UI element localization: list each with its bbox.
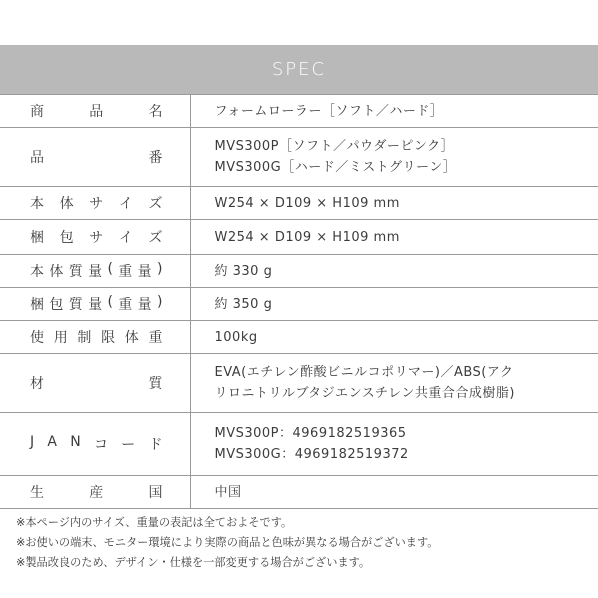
- row-label-text: [30, 373, 163, 393]
- label-char: ): [156, 294, 163, 310]
- table-row: [0, 187, 598, 220]
- row-label-text: [30, 147, 163, 167]
- row-label-text: [30, 227, 163, 247]
- spec-header: [0, 45, 598, 94]
- label-char: 重: [148, 330, 163, 346]
- row-label: [0, 476, 190, 509]
- value-line: W254 × D109 × H109 mm: [214, 229, 400, 245]
- label-char: 量: [137, 297, 152, 313]
- row-value: [190, 95, 598, 128]
- label-char: 包: [59, 230, 74, 246]
- footnote: ※お使いの端末、モニター環境により実際の商品と色味が異なる場合がございます。: [16, 536, 439, 549]
- row-label: [0, 255, 190, 288]
- label-char: 体: [49, 264, 64, 280]
- table-row: [0, 95, 598, 128]
- row-label-text: [30, 482, 163, 502]
- label-char: サ: [89, 196, 104, 212]
- row-label-text: [30, 327, 163, 347]
- label-char: 使: [30, 330, 44, 346]
- row-label: [0, 220, 190, 255]
- spec-title: SPEC: [271, 59, 327, 80]
- row-label-text: [30, 434, 163, 454]
- table-row: [0, 255, 598, 288]
- row-label: [0, 95, 190, 128]
- label-char: A: [47, 434, 57, 450]
- value-line: MVS300G：4969182519372: [214, 447, 409, 462]
- table-row: [0, 321, 598, 354]
- label-char: 量: [88, 264, 103, 280]
- label-char: 質: [148, 376, 163, 392]
- label-char: 梱: [30, 297, 44, 313]
- row-label: [0, 413, 190, 476]
- row-value: [190, 220, 598, 255]
- label-char: 番: [148, 150, 163, 166]
- label-char: 質: [68, 264, 83, 280]
- label-char: J: [30, 434, 35, 450]
- row-label-text: [30, 294, 163, 314]
- label-char: (: [107, 294, 113, 310]
- label-char: 商: [30, 104, 44, 120]
- value-line: W254 × D109 × H109 mm: [214, 195, 400, 211]
- value-line: MVS300P［ソフト／パウダーピンク］: [214, 139, 455, 154]
- table-row: [0, 413, 598, 476]
- row-value: [190, 476, 598, 509]
- label-char: 梱: [30, 230, 44, 246]
- label-char: ー: [121, 437, 136, 453]
- row-label-text: [30, 261, 163, 281]
- row-value: [190, 128, 598, 187]
- row-value: [190, 354, 598, 413]
- label-char: 産: [89, 485, 104, 501]
- label-char: 国: [148, 485, 163, 501]
- row-label-text: [30, 101, 163, 121]
- label-char: サ: [89, 230, 104, 246]
- value-line: MVS300P：4969182519365: [214, 426, 407, 441]
- row-value: [190, 288, 598, 321]
- table-row: [0, 476, 598, 509]
- value-line: 100kg: [214, 329, 258, 345]
- label-char: 本: [30, 264, 44, 280]
- label-char: 質: [68, 297, 83, 313]
- label-char: 品: [30, 150, 44, 166]
- table-row: [0, 288, 598, 321]
- value-line: 約 330 g: [214, 263, 273, 279]
- footnote: ※本ページ内のサイズ、重量の表記は全ておよそです。: [16, 516, 293, 529]
- row-value: [190, 187, 598, 220]
- row-label: [0, 288, 190, 321]
- label-char: コ: [93, 437, 108, 453]
- row-label: [0, 128, 190, 187]
- label-char: イ: [118, 230, 133, 246]
- label-char: (: [107, 261, 113, 277]
- value-line: EVA(エチレン酢酸ビニルコポリマー)／ABS(アク: [214, 365, 514, 380]
- table-row: [0, 220, 598, 255]
- label-char: 制: [77, 330, 92, 346]
- label-char: 材: [30, 376, 44, 392]
- label-char: 用: [53, 330, 68, 346]
- label-char: N: [70, 434, 81, 450]
- table-row: [0, 354, 598, 413]
- label-char: 重: [118, 297, 133, 313]
- label-char: ズ: [148, 196, 163, 212]
- table-row: [0, 128, 598, 187]
- row-value: [190, 321, 598, 354]
- spec-table: [0, 94, 598, 509]
- row-label: [0, 354, 190, 413]
- value-line: フォームローラー［ソフト／ハード］: [214, 103, 444, 119]
- row-label: [0, 321, 190, 354]
- label-char: 量: [88, 297, 103, 313]
- label-char: 体: [124, 330, 139, 346]
- row-label-text: [30, 193, 163, 213]
- label-char: 本: [30, 196, 44, 212]
- label-char: 生: [30, 485, 44, 501]
- footnotes: [16, 513, 586, 573]
- label-char: ズ: [148, 230, 163, 246]
- label-char: 重: [118, 264, 133, 280]
- label-char: 体: [59, 196, 74, 212]
- label-char: 名: [148, 104, 163, 120]
- row-value: [190, 413, 598, 476]
- footnote: ※製品改良のため、デザイン・仕様を一部変更する場合がございます。: [16, 556, 371, 569]
- label-char: 量: [137, 264, 152, 280]
- label-char: 包: [49, 297, 64, 313]
- row-label: [0, 187, 190, 220]
- label-char: 品: [89, 104, 104, 120]
- label-char: イ: [118, 196, 133, 212]
- label-char: ド: [148, 437, 163, 453]
- value-line: MVS300G［ハード／ミストグリーン］: [214, 160, 457, 175]
- value-line: 約 350 g: [214, 296, 273, 312]
- value-line: リロニトリルブタジエンスチレン共重合合成樹脂): [214, 386, 515, 401]
- value-line: 中国: [214, 484, 242, 500]
- label-char: ): [156, 261, 163, 277]
- row-value: [190, 255, 598, 288]
- label-char: 限: [101, 330, 116, 346]
